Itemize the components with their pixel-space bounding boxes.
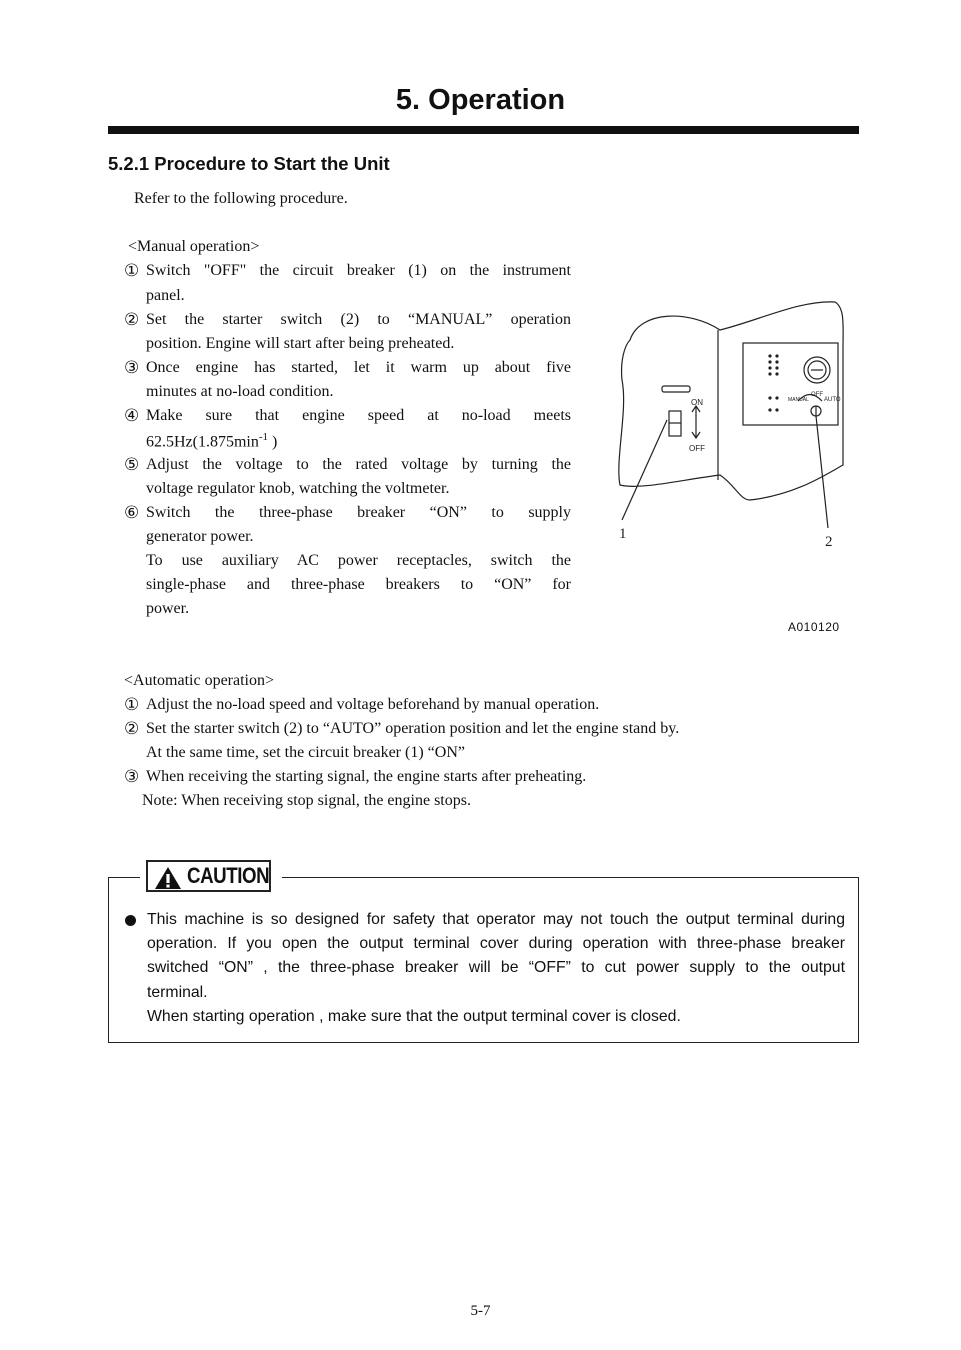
- manual-step-5-line-1: Adjust the voltage to the rated voltage by turning the: [146, 456, 571, 473]
- auto-step-2-number: ②: [124, 719, 140, 738]
- auto-step-3-note: Note: When receiving stop signal, the engine stops.: [142, 792, 471, 809]
- manual-step-2-line-1: Set the starter switch (2) to “MANUAL” operation: [146, 311, 571, 328]
- manual-step-5-number: ⑤: [124, 455, 140, 474]
- callout-1: 1: [619, 526, 627, 542]
- manual-heading: <Manual operation>: [128, 238, 260, 255]
- manual-step-6-line-3: To use auxiliary AC power receptacles, switch the: [146, 552, 571, 569]
- close-paren: ): [268, 433, 278, 451]
- auto-step-3-line-1: When receiving the starting signal, the engine starts after preheating.: [146, 768, 587, 785]
- auto-step-2-line-1: Set the starter switch (2) to “AUTO” operation position and let the engine stand by.: [146, 720, 680, 737]
- exponent: -1: [258, 431, 269, 443]
- warning-triangle-icon: [154, 866, 182, 890]
- automatic-heading: <Automatic operation>: [124, 672, 275, 689]
- auto-step-2-line-2: At the same time, set the circuit breaker (1) “ON”: [146, 744, 465, 761]
- selector-off-label: OFF: [811, 392, 823, 398]
- frequency-value: 62.5Hz(1.875min: [146, 433, 259, 451]
- caution-line-3: switched “ON” , the three-phase breaker will be “OFF” to cut power supply to the output: [147, 959, 845, 976]
- manual-step-1-line-1: Switch "OFF" the circuit breaker (1) on the instrument: [146, 262, 571, 279]
- manual-step-6-number: ⑥: [124, 503, 140, 522]
- manual-step-4-number: ④: [124, 406, 140, 425]
- instrument-panel-figure: [600, 290, 860, 560]
- page-number: 5-7: [470, 1303, 491, 1319]
- manual-step-2-number: ②: [124, 310, 140, 329]
- figure-reference: A010120: [788, 620, 840, 634]
- caution-line-4: terminal.: [147, 984, 208, 1001]
- title-rule: [108, 126, 859, 134]
- section-title: 5.2.1 Procedure to Start the Unit: [108, 153, 390, 174]
- caution-line-5: When starting operation , make sure that the output terminal cover is closed.: [147, 1008, 681, 1025]
- selector-manual-label: MANUAL: [788, 397, 809, 403]
- auto-step-1-number: ①: [124, 695, 140, 714]
- manual-step-5-line-2: voltage regulator knob, watching the voltmeter.: [146, 480, 450, 497]
- manual-step-6-line-5: power.: [146, 600, 190, 617]
- breaker-on-label: ON: [691, 398, 703, 407]
- caution-title: CAUTION: [187, 863, 270, 888]
- manual-step-2-line-2: position. Engine will start after being preheated.: [146, 335, 455, 352]
- auto-step-1-line-1: Adjust the no-load speed and voltage beforehand by manual operation.: [146, 696, 600, 713]
- auto-step-3-number: ③: [124, 767, 140, 786]
- manual-step-3-line-2: minutes at no-load condition.: [146, 383, 334, 400]
- manual-step-6-line-2: generator power.: [146, 528, 254, 545]
- intro-text: Refer to the following procedure.: [134, 190, 348, 207]
- manual-step-4-line-2: [146, 431, 277, 451]
- selector-auto-label: AUTO: [824, 397, 841, 403]
- bullet-icon: [125, 915, 136, 926]
- manual-step-6-line-4: single-phase and three-phase breakers to “ON” for: [146, 576, 571, 593]
- manual-step-3-number: ③: [124, 358, 140, 377]
- manual-step-4-line-1: Make sure that engine speed at no-load meets: [146, 407, 571, 424]
- manual-step-3-line-1: Once engine has started, let it warm up about five: [146, 359, 571, 376]
- manual-step-1-line-2: panel.: [146, 287, 185, 304]
- breaker-off-label: OFF: [689, 444, 705, 453]
- manual-step-6-line-1: Switch the three-phase breaker “ON” to supply: [146, 504, 571, 521]
- callout-2: 2: [825, 534, 833, 550]
- caution-line-2: operation. If you open the output terminal cover during operation with three-phase breaker: [147, 935, 845, 952]
- manual-step-1-number: ①: [124, 261, 140, 280]
- caution-line-1: This machine is so designed for safety that operator may not touch the output terminal during: [147, 911, 845, 928]
- page-title: 5. Operation: [395, 84, 566, 116]
